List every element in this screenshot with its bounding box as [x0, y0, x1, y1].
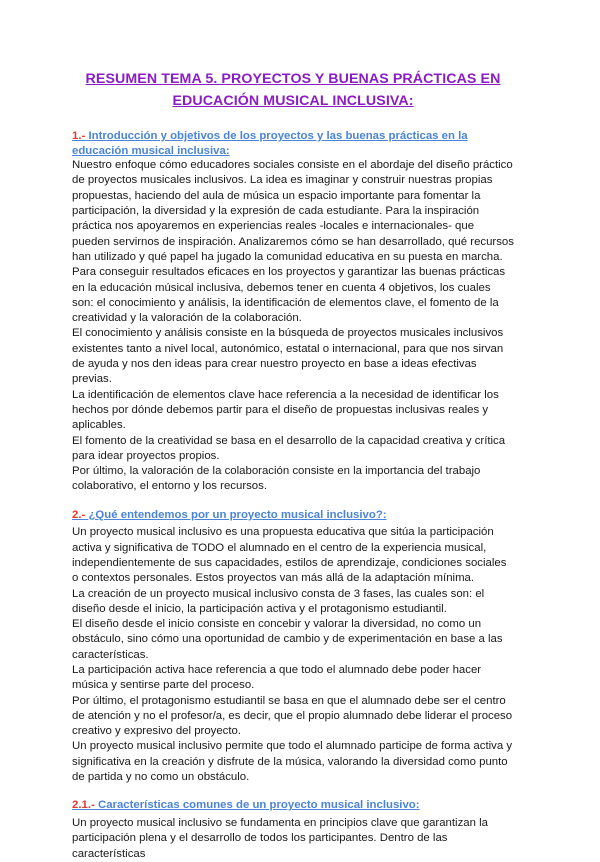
paragraph: El conocimiento y análisis consiste en la búsqueda de proyectos musicales inclusivos existentes tanto a nivel local, autonómico, estatal o internacional, para que nos sirvan de ayuda y nos den ideas para crear nuestro proyecto en base a ideas efectivas previas. — [72, 327, 504, 386]
section-heading — [72, 508, 514, 523]
document-title: RESUMEN TEMA 5. PROYECTOS Y BUENAS PRÁCTICAS EN EDUCACIÓN MUSICAL INCLUSIVA: — [85, 71, 501, 109]
paragraph: La participación activa hace referencia a que todo el alumnado debe poder hacer música y sentirse parte del proceso. — [72, 663, 482, 692]
section-number: 1.- — [72, 130, 86, 142]
section-1 — [72, 129, 514, 495]
section-number: 2.1.- — [72, 799, 95, 812]
section-number: 2.- — [72, 508, 86, 521]
section-2-1 — [72, 798, 514, 861]
paragraph: Un proyecto musical inclusivo permite que todo el alumnado participe de forma activa y significativa en la creación y disfrute de la música, valorando la diversidad como punto de partida y no como un obstáculo. — [72, 740, 513, 784]
paragraph: La identificación de elementos clave hace referencia a la necesidad de identificar los hechos por dónde debemos partir para el diseño de propuestas inclusivas reales y aplicables. — [72, 388, 499, 432]
paragraph: La creación de un proyecto musical inclusivo consta de 3 fases, las cuales son: el diseño desde el inicio, la participación activa y el protagonismo estudiantil. — [72, 587, 485, 615]
paragraph: El diseño desde el inicio consiste en concebir y valorar la diversidad, no como un obstáculo, sino cómo una oportunidad de cambio y de experimentación en base a las características. — [72, 618, 503, 661]
paragraph: Para conseguir resultados eficaces en los proyectos y garantizar las buenas prácticas en la educación músical inclusiva, debemos tener en cuenta 4 objetivos, los cuales son: el conocimiento y análisis, la identificación de elementos clave, el fomento de la creatividad y la valoración de la colaboración. — [72, 266, 506, 325]
paragraph: Un proyecto musical inclusivo se fundamenta en principios clave que garantizan la participación plena y el desarrollo de todos los participantes. Dentro de las características — [72, 816, 488, 860]
paragraph: Por último, el protagonismo estudiantil se basa en que el alumnado debe ser el centro de atención y no el profesor/a, es decir, que el propio alumnado debe liderar el proceso creativo y expresivo del proyecto. — [72, 694, 513, 738]
paragraph: Por último, la valoración de la colaboración consiste en la importancia del trabajo colaborativo, el entorno y los recursos. — [72, 465, 481, 493]
section-heading-text: Introducción y objetivos de los proyectos y las buenas prácticas en la educación musical inclusiva: — [72, 130, 468, 157]
paragraph: Nuestro enfoque cómo educadores sociales consiste en el abordaje del diseño práctico de proyectos musicales inclusivos. La idea es imaginar y construir nuestras propias propuestas, haciendo del aula de música un espacio importante para fomentar la participación, la diversidad y la expresión de cada estudiante. Para la inspiración práctica nos apoyaremos en experiencias reales -locales e internacionales- que pueden servirnos de inspiración. Analizaremos cómo se han desarrollado, qué recursos han utilizado y qué papel ha jugado la comunidad educativa en su puesta en marcha. — [72, 159, 514, 263]
section-heading-text: Características comunes de un proyecto musical inclusivo: — [94, 799, 420, 812]
section-2 — [72, 508, 514, 786]
paragraph: El fomento de la creatividad se basa en el desarrollo de la capacidad creativa y crítica para idear proyectos propios. — [72, 434, 506, 462]
section-heading — [72, 798, 514, 813]
paragraph: Un proyecto musical inclusivo es una propuesta educativa que sitúa la participación activa y significativa de TODO el alumnado en el centro de la experiencia musical, independientemente de sus capacidades, estilos de aprendizaje, condiciones sociales o contextos personales. Estos proyectos van más allá de la adaptación mínima. — [72, 526, 507, 585]
section-heading-text: ¿Qué entendemos por un proyecto musical inclusivo?: — [85, 508, 387, 521]
section-heading — [72, 129, 514, 158]
